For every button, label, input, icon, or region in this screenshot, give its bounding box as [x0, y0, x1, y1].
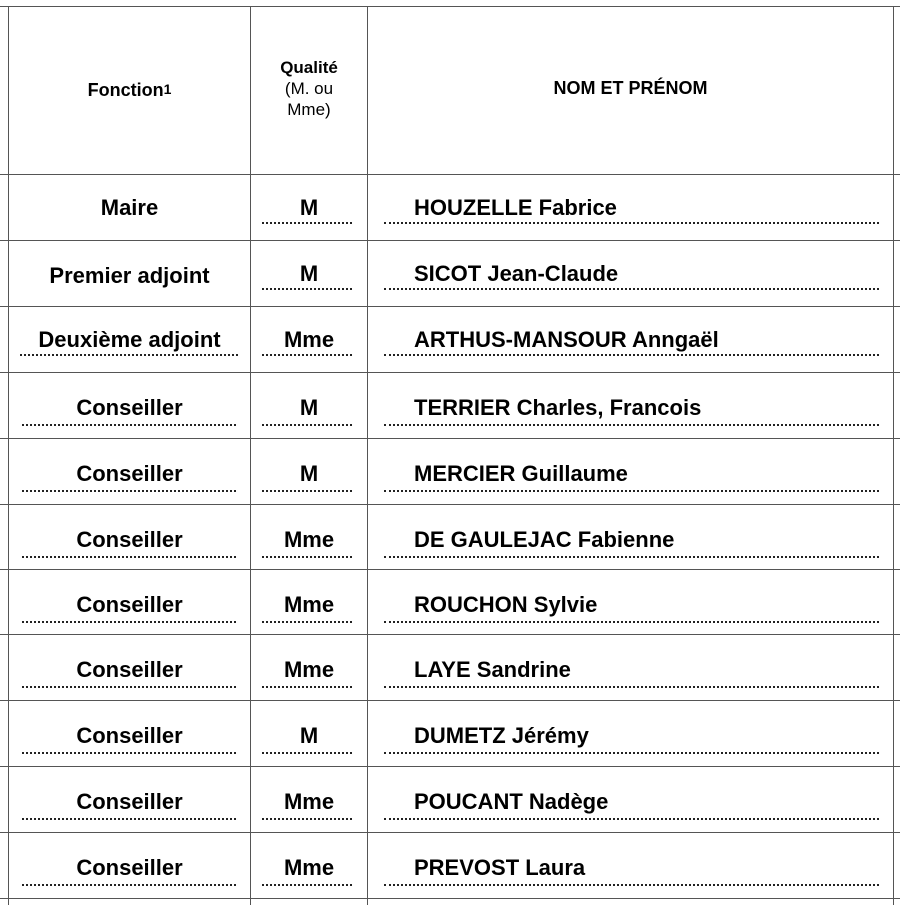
qualite-cell: [251, 241, 367, 306]
header-qualite-title: Qualité: [280, 58, 338, 77]
table-row: [0, 439, 900, 504]
dotted-line: [262, 424, 352, 426]
qualite-cell: [251, 175, 367, 240]
dotted-line: [22, 490, 236, 492]
dotted-line: [262, 222, 352, 224]
dotted-line: [20, 354, 238, 356]
nom-value: TERRIER Charles, Francois: [414, 395, 702, 420]
nom-value: POUCANT Nadège: [414, 789, 609, 814]
dotted-line: [384, 424, 879, 426]
dotted-line: [262, 288, 352, 290]
header-qualite-sub: (M. ou: [284, 79, 334, 98]
qualite-value: M: [299, 195, 319, 220]
nom-value: LAYE Sandrine: [414, 657, 571, 682]
fonction-cell: [9, 373, 250, 438]
dotted-line: [262, 556, 352, 558]
qualite-value: Mme: [283, 855, 335, 880]
fonction-cell: [9, 307, 250, 372]
qualite-cell: [251, 307, 367, 372]
qualite-value: M: [299, 395, 319, 420]
dotted-line: [22, 752, 236, 754]
nom-cell: [368, 635, 893, 700]
nom-cell: [368, 241, 893, 306]
table-row: [0, 570, 900, 635]
fonction-cell: [9, 175, 250, 240]
header-qualite-sub: Mme): [287, 100, 331, 119]
fonction-value: Conseiller: [76, 789, 183, 814]
fonction-value: Deuxième adjoint: [38, 327, 221, 352]
table-row: [0, 373, 900, 438]
fonction-cell: [9, 505, 250, 570]
qualite-cell: [251, 505, 367, 570]
fonction-value: Conseiller: [76, 723, 183, 748]
table-row: [0, 635, 900, 700]
fonction-cell: [9, 241, 250, 306]
nom-cell: [368, 701, 893, 766]
header-qualite: [251, 7, 367, 174]
dotted-line: [262, 490, 352, 492]
fonction-value: Conseiller: [76, 395, 183, 420]
nom-value: DUMETZ Jérémy: [414, 723, 589, 748]
dotted-line: [384, 884, 879, 886]
nom-cell: [368, 373, 893, 438]
dotted-line: [384, 621, 879, 623]
qualite-cell: [251, 701, 367, 766]
dotted-line: [262, 354, 352, 356]
table-row: [0, 833, 900, 898]
qualite-value: Mme: [283, 657, 335, 682]
nom-cell: [368, 175, 893, 240]
qualite-cell: [251, 833, 367, 898]
qualite-value: Mme: [283, 527, 335, 552]
fonction-cell: [9, 767, 250, 832]
table-row: [0, 767, 900, 832]
dotted-line: [384, 354, 879, 356]
fonction-value: Premier adjoint: [49, 263, 210, 288]
fonction-value: Conseiller: [76, 592, 183, 617]
dotted-line: [262, 621, 352, 623]
table-row: [0, 307, 900, 372]
qualite-cell: [251, 373, 367, 438]
table-row: [0, 505, 900, 570]
nom-cell: [368, 833, 893, 898]
nom-cell: [368, 767, 893, 832]
nom-value: SICOT Jean-Claude: [414, 261, 619, 286]
nom-value: ARTHUS-MANSOUR Anngaël: [414, 327, 719, 352]
dotted-line: [22, 424, 236, 426]
dotted-line: [262, 686, 352, 688]
dotted-line: [22, 686, 236, 688]
qualite-cell: [251, 767, 367, 832]
nom-value: PREVOST Laura: [414, 855, 586, 880]
dotted-line: [22, 621, 236, 623]
nom-cell: [368, 307, 893, 372]
dotted-line: [384, 752, 879, 754]
qualite-value: Mme: [283, 789, 335, 814]
fonction-value: Maire: [100, 195, 159, 220]
fonction-cell: [9, 833, 250, 898]
fonction-value: Conseiller: [76, 461, 183, 486]
table-row: [0, 241, 900, 306]
qualite-value: M: [299, 461, 319, 486]
fonction-cell: [9, 701, 250, 766]
qualite-cell: [251, 439, 367, 504]
dotted-line: [22, 556, 236, 558]
fonction-value: Conseiller: [76, 527, 183, 552]
dotted-line: [384, 490, 879, 492]
header-fonction: [9, 7, 250, 174]
fonction-cell: [9, 439, 250, 504]
header-nom-label: NOM ET PRÉNOM: [553, 78, 708, 98]
nom-cell: [368, 439, 893, 504]
qualite-value: Mme: [283, 327, 335, 352]
dotted-line: [384, 556, 879, 558]
nom-cell: [368, 570, 893, 635]
nom-cell: [368, 505, 893, 570]
dotted-line: [262, 752, 352, 754]
qualite-value: M: [299, 261, 319, 286]
footnote-marker: 1: [163, 80, 172, 97]
fonction-cell: [9, 635, 250, 700]
row-divider: [0, 898, 900, 899]
dotted-line: [262, 818, 352, 820]
nom-value: HOUZELLE Fabrice: [414, 195, 617, 220]
fonction-value: Conseiller: [76, 855, 183, 880]
dotted-line: [384, 288, 879, 290]
table-row: [0, 175, 900, 240]
nom-value: ROUCHON Sylvie: [414, 592, 598, 617]
dotted-line: [22, 884, 236, 886]
dotted-line: [384, 222, 879, 224]
header-nom: [368, 7, 893, 174]
fonction-cell: [9, 570, 250, 635]
dotted-line: [22, 818, 236, 820]
header-fonction-label: Fonction: [87, 80, 164, 100]
qualite-value: M: [299, 723, 319, 748]
qualite-value: Mme: [283, 592, 335, 617]
qualite-cell: [251, 570, 367, 635]
dotted-line: [384, 818, 879, 820]
dotted-line: [384, 686, 879, 688]
dotted-line: [262, 884, 352, 886]
nom-value: MERCIER Guillaume: [414, 461, 628, 486]
table-row: [0, 701, 900, 766]
qualite-cell: [251, 635, 367, 700]
nom-value: DE GAULEJAC Fabienne: [414, 527, 675, 552]
fonction-value: Conseiller: [76, 657, 183, 682]
